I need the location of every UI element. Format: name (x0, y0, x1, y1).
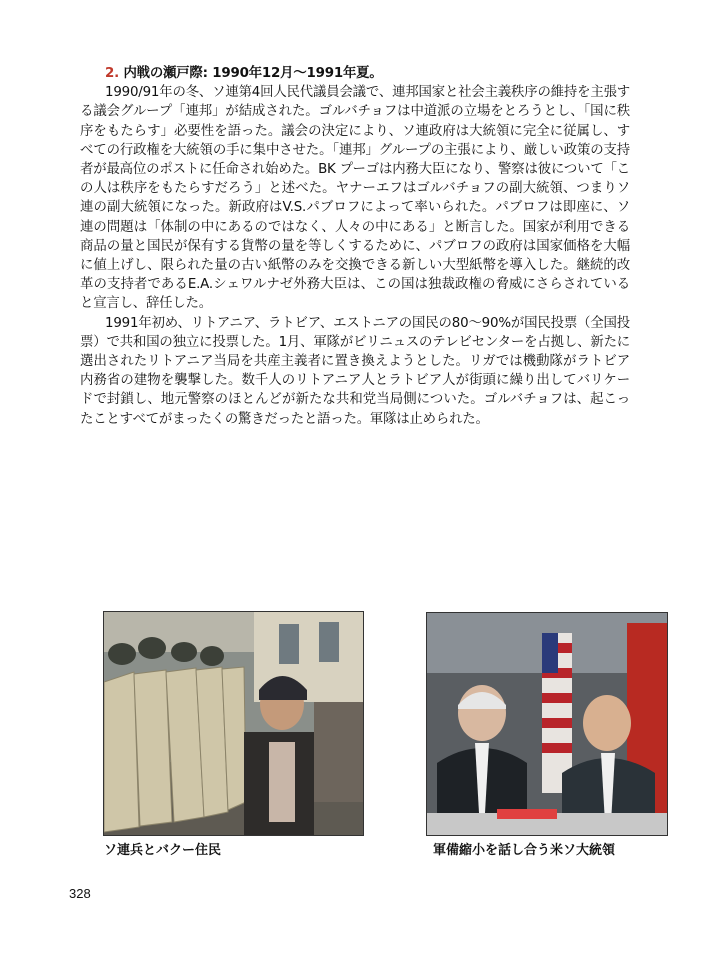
section-title: 内戦の瀬戸際: 1990年12月～1991年夏。 (123, 66, 383, 81)
page-number: 328 (69, 886, 91, 901)
section-heading (105, 64, 630, 83)
soldiers-baku-photo (103, 611, 364, 836)
paragraph-2: 1991年初め、リトアニア、ラトビア、エストニアの国民の80～90%が国民投票（全国投票）で共和国の独立に投票した。1月、軍隊がビリニュスのテレビセンターを占拠し、新たに選出されたリトアニア当局を共産主義者に置き換えようとした。リガでは機動隊がラトビア内務省の建物を襲撃した。数千人のリトアニア人とラトビア人が街頭に繰り出してバリケードで封鎖し、地元警察のほとんどが新たな共和党当局側についた。ゴルバチョフは、起こったことすべてがまったくの驚きだったと語った。軍隊は止められた。 (80, 315, 630, 427)
caption-us-soviet-presidents: 軍備縮小を話し合う米ソ大統領 (433, 843, 616, 858)
section-number: 2. (105, 66, 120, 81)
us-soviet-presidents-photo (426, 612, 668, 836)
paragraph-1: 1990/91年の冬、ソ連第4回人民代議員会議で、連邦国家と社会主義秩序の維持を主張する議会グループ「連邦」が結成された。ゴルバチョフは中道派の立場をとろうとし、「国に秩序をもたらす」必要性を語った。議会の決定により、ソ連政府は大統領に完全に従属し、すべての行政権を大統領の手に集中させた。「連邦」グループの主張により、厳しい政策の支持者が最高位のポストに任命され始めた。BK プーゴは内務大臣になり、警察は彼について「この人は秩序をもたらすだろう」と述べた。ヤナーエフはゴルバチョフの副大統領、つまりソ連の副大統領になった。新政府はV.S.パブロフによって率いられた。パブロフは即座に、ソ連の問題は「体制の中にあるのではなく、人々の中にある」と断言した。国家が利用できる商品の量と国民が保有する貨幣の量を等しくするために、パブロフの政府は国家価格を大幅に値上げし、限られた量の古い紙幣のみを交換できる新しい大型紙幣を導入した。継続的改革の支持者であるE.A.シェワルナゼ外務大臣は、この国は独裁政権の脅威にさらされていると宣言し、辞任した。 (80, 85, 630, 312)
caption-soldiers-baku: ソ連兵とバクー住民 (104, 843, 222, 858)
article-text (80, 64, 630, 429)
